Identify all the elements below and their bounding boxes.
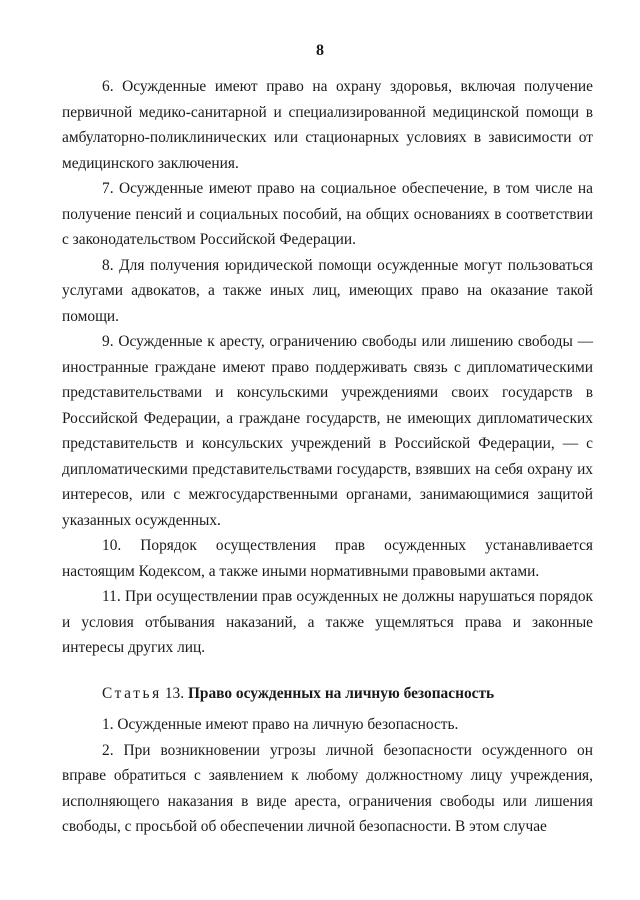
article-paragraph-1: 1. Осужденные имеют право на личную безопасность.	[102, 716, 459, 733]
paragraph-item-8: 8. Для получения юридической помощи осужденные могут пользоваться услугами адвокатов, а также иных лиц, имеющих право на оказание такой помощи.	[62, 256, 593, 325]
article-title: Право осужденных на личную безопасность	[187, 684, 495, 702]
paragraph-item-11: 11. При осуществлении прав осужденных не должны нарушаться порядок и условия отбывания наказаний, а также ущемляться права и законные интересы других лиц.	[62, 588, 593, 656]
paragraph-item-6: 6. Осужденные имеют право на охрану здоровья, включая получение первичной медико-санитарной и специализированной медицинской помощи в амбулаторно-поликлинических или стационарных условиях в зависимости от медицинского заключения.	[62, 78, 593, 172]
article-paragraph-2: 2. При возникновении угрозы личной безопасности осужденного он вправе обратиться с заявлением к любому должностному лицу учреждения, исполняющего наказания в виде ареста, ограничения свободы или лишения свободы, с просьбой об обеспечении личной безопасности. В этом случае	[62, 741, 593, 835]
document-body	[62, 74, 593, 840]
page-number: 8	[316, 42, 324, 59]
paragraph-item-10: 10. Порядок осуществления прав осужденных устанавливается настоящим Кодексом, а также иными нормативными правовыми актами.	[62, 537, 593, 580]
article-number: 13.	[164, 684, 185, 702]
article-word: Статья	[102, 684, 162, 702]
paragraph-item-7: 7. Осужденные имеют право на социальное обеспечение, в том числе на получение пенсий и социальных пособий, на общих основаниях в соответствии с законодательством Российской Федерации.	[62, 180, 593, 248]
article-heading	[62, 681, 593, 707]
paragraph-item-9: 9. Осужденные к аресту, ограничению свободы или лишению свободы — иностранные граждане имеют право поддерживать связь с дипломатическими представительствами и консульскими учреждениями своих государств в Российской Федерации, а граждане государств, не имеющих дипломатических представительств и консульских учреждений в Российской Федерации, — с дипломатическими представительствами государств, взявших на себя охрану их интересов, или с межгосударственными органами, занимающимися защитой указанных осужденных.	[62, 333, 593, 529]
